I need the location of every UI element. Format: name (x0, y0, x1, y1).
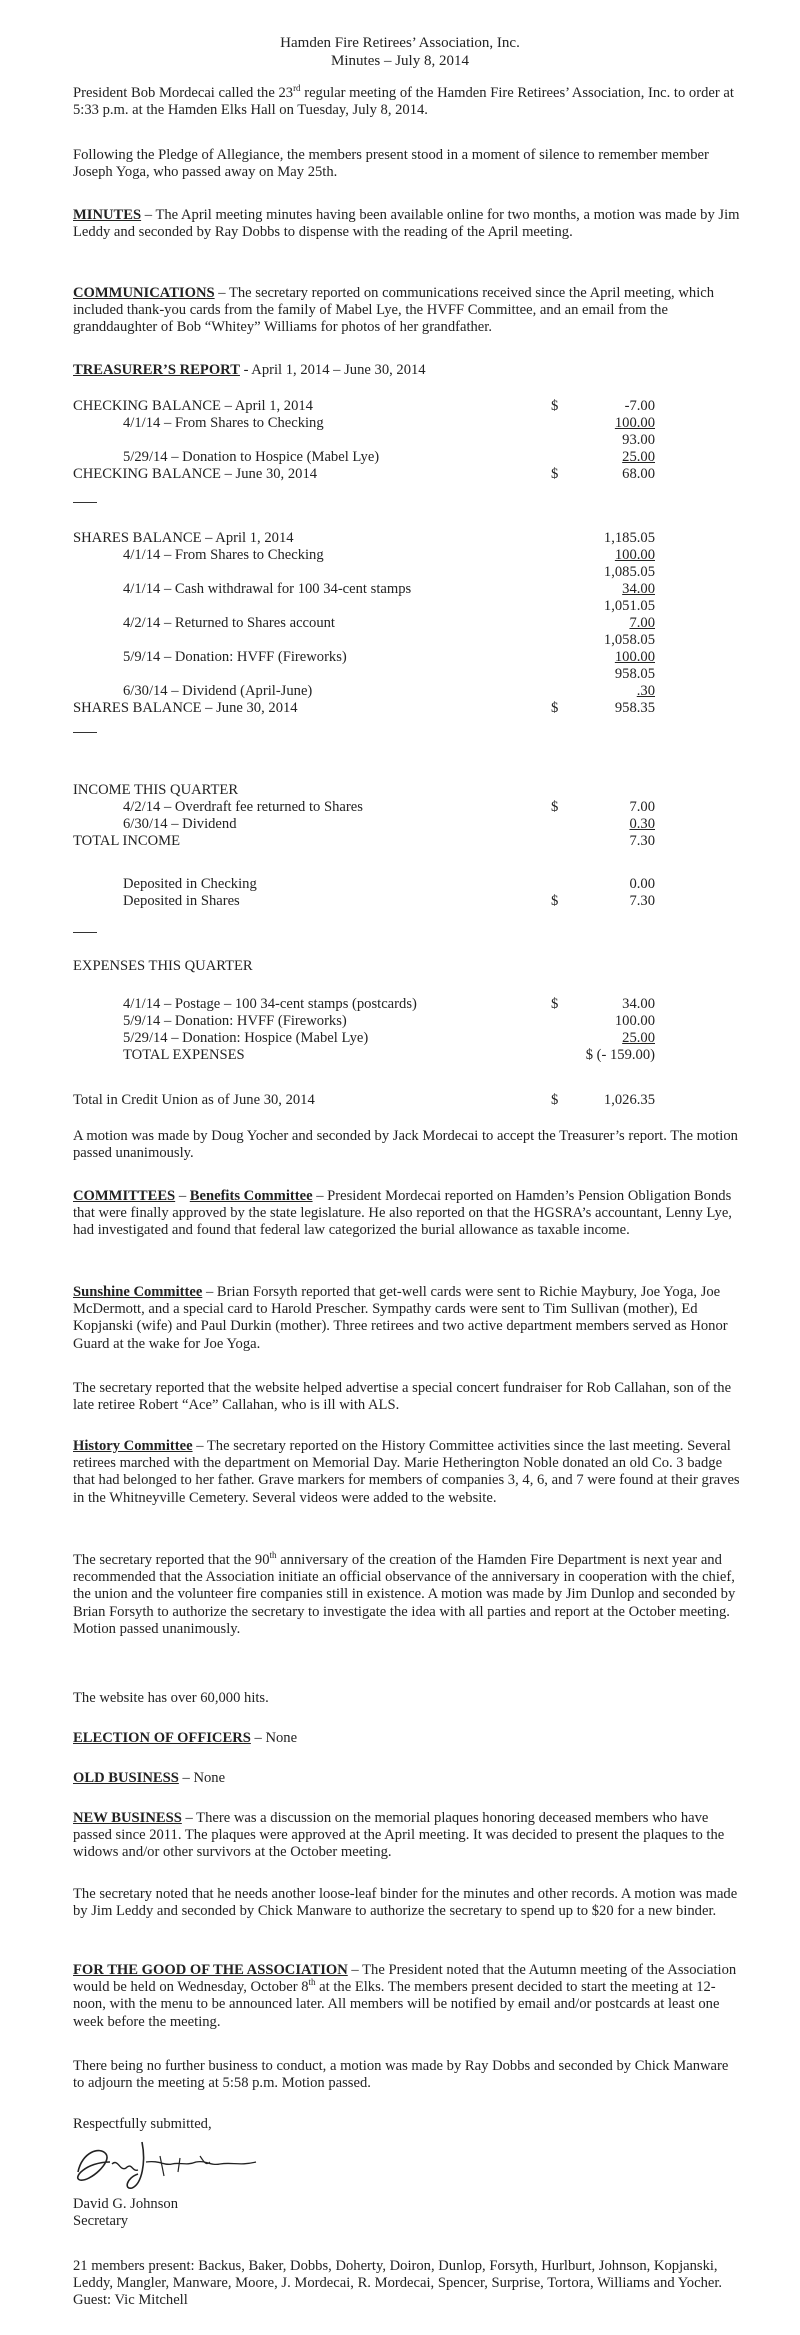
ledger-label: INCOME THIS QUARTER (73, 782, 239, 798)
history-heading: History Committee (73, 1438, 193, 1454)
respectfully-text: Respectfully submitted, (73, 2116, 212, 2132)
communications-section (73, 285, 743, 337)
secretary-title: Secretary (73, 2213, 129, 2230)
credit-union-label: Total in Credit Union as of June 30, 2014 (73, 1092, 315, 1108)
attendance-paragraph (73, 2258, 743, 2310)
good-text-a: – The President noted that the Autumn meeting of the Association would be held on Wednesday, October 8 (73, 1962, 737, 1996)
ledger-amount: 1,058.05 (603, 632, 655, 648)
communications-heading: COMMUNICATIONS (73, 285, 215, 301)
ledger-row (73, 893, 673, 910)
section-divider (73, 732, 97, 733)
pledge-paragraph (73, 147, 743, 181)
ledger-currency-symbol: $ (551, 799, 559, 815)
ledger-row (73, 466, 673, 483)
document-header (0, 34, 800, 70)
ledger-amount: .30 (636, 683, 655, 699)
minutes-section (73, 207, 743, 241)
attendance-text: 21 members present: Backus, Baker, Dobbs, Doherty, Doiron, Dunlop, Forsyth, Hurlburt, Johnson, Kopjanski, Leddy, Mangler, Manware, Moore, J. Mordecai, R. Mordecai, Spencer, Surprise, Tortora, Williams and Yocher. Guest: Vic Mitchell (73, 2258, 723, 2309)
treasurer-motion (73, 1128, 743, 1162)
credit-union-amount: 1,026.35 (603, 1092, 655, 1108)
ledger-row (73, 876, 673, 893)
anniversary-text-a: The secretary reported that the 90 (73, 1552, 270, 1568)
ledger-amount: 100.00 (614, 649, 655, 665)
binder-text: The secretary noted that he needs another loose-leaf binder for the minutes and other records. A motion was made by Jim Leddy and seconded by Chick Manware to authorize the secretary to spend up to $20 for a new binder. (73, 1886, 738, 1920)
good-of-association-section (73, 1962, 743, 2031)
ledger-label: 5/29/14 – Donation to Hospice (Mabel Lye) (123, 449, 380, 465)
checking-ledger (73, 398, 673, 483)
history-text: – The secretary reported on the History Committee activities since the last meeting. Several retirees marched with the department on Memorial Day. Marie Hetherington Noble donated an old Co. 3 badge that had belonged to her father. Grave markers for members of companies 3, 4, 6, and 7 were found at their graves in the Whitneyville Cemetery. Several videos were added to the website. (73, 1438, 740, 1506)
ledger-label: TOTAL INCOME (73, 833, 181, 849)
shares-rule-wrap (73, 722, 673, 747)
ledger-label: CHECKING BALANCE – June 30, 2014 (73, 466, 318, 482)
ledger-amount: -7.00 (624, 398, 655, 414)
ledger-amount: 68.00 (622, 466, 655, 482)
shares-ledger (73, 530, 673, 717)
ledger-currency-symbol: $ (551, 700, 559, 716)
good-heading: FOR THE GOOD OF THE ASSOCIATION (73, 1962, 348, 1978)
ledger-row (73, 1047, 673, 1064)
checking-rule-wrap (73, 492, 673, 517)
intro-paragraph (73, 85, 743, 119)
ledger-amount: 100.00 (614, 1013, 655, 1029)
ledger-amount: 25.00 (622, 449, 655, 465)
binder-paragraph (73, 1886, 743, 1920)
ledger-currency-symbol: $ (551, 398, 559, 414)
website-text: The secretary reported that the website helped advertise a special concert fundraiser for Rob Callahan, son of the late retiree Robert “Ace” Callahan, who is ill with ALS. (73, 1380, 732, 1414)
sunshine-section (73, 1284, 743, 1353)
adjourn-paragraph (73, 2058, 743, 2092)
ledger-row (73, 996, 673, 1013)
credit-union-total (73, 1092, 673, 1109)
ledger-currency-symbol: $ (551, 893, 559, 909)
ledger-label: Deposited in Checking (123, 876, 257, 892)
ledger-amount: 1,085.05 (603, 564, 655, 580)
ledger-amount: 100.00 (614, 547, 655, 563)
ledger-amount: 1,185.05 (603, 530, 655, 546)
treasurer-motion-text: A motion was made by Doug Yocher and seconded by Jack Mordecai to accept the Treasurer’s report. The motion passed unanimously. (73, 1128, 738, 1162)
ledger-label: 4/2/14 – Returned to Shares account (123, 615, 335, 631)
ledger-row (73, 666, 673, 683)
ledger-label: 4/1/14 – Postage – 100 34-cent stamps (postcards) (123, 996, 417, 1012)
secretary-name: David G. Johnson (73, 2196, 178, 2212)
credit-union-symbol: $ (551, 1092, 559, 1108)
expenses-heading-wrap (73, 958, 673, 975)
ledger-amount: 0.30 (629, 816, 655, 832)
ledger-label: 6/30/14 – Dividend (123, 816, 237, 832)
communications-text: – The secretary reported on communications received since the April meeting, which included thank-you cards from the family of Mabel Lye, the HVFF Committee, and an email from the granddaughter of Bob “Whitey” Williams for photos of her grandfather. (73, 285, 715, 336)
ledger-amount: 25.00 (622, 1030, 655, 1046)
election-text: – None (250, 1730, 298, 1746)
org-name: Hamden Fire Retirees’ Association, Inc. (280, 35, 520, 51)
ledger-amount: 34.00 (622, 581, 655, 597)
ledger-amount: 7.00 (629, 615, 655, 631)
hits-text: The website has over 60,000 hits. (73, 1690, 269, 1706)
ledger-amount: 1,051.05 (603, 598, 655, 614)
ledger-currency-symbol: $ (551, 466, 559, 482)
hits-paragraph (73, 1690, 743, 1707)
income-ledger (73, 782, 673, 850)
respectfully-line (73, 2116, 743, 2133)
document-subtitle: Minutes – July 8, 2014 (331, 53, 469, 69)
ledger-row (73, 564, 673, 581)
ledger-label: SHARES BALANCE – April 1, 2014 (73, 530, 294, 546)
election-section (73, 1730, 743, 1747)
ledger-label: 4/1/14 – From Shares to Checking (123, 415, 324, 431)
ledger-label: Deposited in Shares (123, 893, 240, 909)
ledger-row (73, 1013, 673, 1030)
ledger-label: 4/1/14 – Cash withdrawal for 100 34-cent stamps (123, 581, 412, 597)
ledger-label: 5/9/14 – Donation: HVFF (Fireworks) (123, 1013, 347, 1029)
ledger-amount: 7.30 (629, 833, 655, 849)
ledger-currency-symbol: $ (551, 996, 559, 1012)
intro-sup: rd (293, 83, 301, 94)
benefits-heading: Benefits Committee (189, 1188, 313, 1204)
deposits-ledger (73, 876, 673, 910)
ledger-label: CHECKING BALANCE – April 1, 2014 (73, 398, 313, 414)
new-business-section (73, 1810, 743, 1862)
website-paragraph (73, 1380, 743, 1414)
treasurer-heading: TREASURER’S REPORT (73, 362, 240, 378)
ledger-row (73, 649, 673, 666)
benefits-text: – President Mordecai reported on Hamden’s Pension Obligation Bonds that were finally approved by the state legislature. He also reported on that the HGSRA’s accountant, Lenny Lye, had investigated and found that federal law categorized the burial allowance as taxable income. (73, 1188, 732, 1239)
section-divider (73, 932, 97, 933)
ledger-row (73, 581, 673, 598)
committees-sep: – (175, 1188, 190, 1204)
history-section (73, 1438, 743, 1507)
ledger-amount: 100.00 (614, 415, 655, 431)
ledger-row (73, 530, 673, 547)
ledger-row (73, 816, 673, 833)
sunshine-text: – Brian Forsyth reported that get-well cards were sent to Richie Maybury, Joe Yoga, Joe McDermott, and a special card to Harold Prescher. Sympathy cards were sent to Tim Sullivan (mother), Ed Kopjanski (wife) and Paul Durkin (mother). Three retirees and two active department members served as Honor Guard at the wake for Joe Yoga. (73, 1284, 728, 1352)
anniversary-paragraph (73, 1552, 743, 1638)
ledger-label: 4/2/14 – Overdraft fee returned to Shares (123, 799, 363, 815)
ledger-row (73, 398, 673, 415)
minutes-heading: MINUTES (73, 207, 142, 223)
ledger-amount: 0.00 (629, 876, 655, 892)
good-sup: th (308, 1977, 316, 1988)
ledger-row (73, 615, 673, 632)
new-business-heading: NEW BUSINESS (73, 1810, 182, 1826)
committees-section (73, 1188, 743, 1240)
ledger-amount: 93.00 (622, 432, 655, 448)
ledger-row (73, 432, 673, 449)
ledger-label: 6/30/14 – Dividend (April-June) (123, 683, 313, 699)
committees-heading: COMMITTEES (73, 1188, 176, 1204)
intro-text-a: President Bob Mordecai called the 23 (73, 85, 294, 101)
ledger-row (73, 782, 673, 799)
ledger-row (73, 799, 673, 816)
ledger-label: 5/29/14 – Donation: Hospice (Mabel Lye) (123, 1030, 369, 1046)
ledger-label: SHARES BALANCE – June 30, 2014 (73, 700, 298, 716)
deposits-rule-wrap (73, 922, 673, 947)
ledger-amount: 958.05 (614, 666, 655, 682)
sunshine-heading: Sunshine Committee (73, 1284, 203, 1300)
anniversary-sup: th (269, 1550, 277, 1561)
old-business-section (73, 1770, 743, 1787)
treasurer-heading-line (73, 362, 743, 379)
section-divider (73, 502, 97, 503)
new-business-text: – There was a discussion on the memorial plaques honoring deceased members who have passed since 2011. The plaques were approved at the April meeting. It was decided to present the plaques to the widows and/or other survivors at the October meeting. (73, 1810, 725, 1861)
treasurer-period: - April 1, 2014 – June 30, 2014 (239, 362, 426, 378)
pledge-text: Following the Pledge of Allegiance, the members present stood in a moment of silence to remember member Joseph Yoga, who passed away on May 25th. (73, 147, 709, 181)
ledger-row (73, 1030, 673, 1047)
expenses-heading: EXPENSES THIS QUARTER (73, 958, 253, 974)
ledger-row (73, 632, 673, 649)
ledger-row (73, 547, 673, 564)
good-text-b: at the Elks. The members present decided to start the meeting at 12-noon, with the menu to be announced later. All members will be notified by email and/or postcards at least one week before the meeting. (73, 1979, 720, 2030)
old-business-text: – None (178, 1770, 226, 1786)
ledger-row (73, 833, 673, 850)
ledger-label: 4/1/14 – From Shares to Checking (123, 547, 324, 563)
election-heading: ELECTION OF OFFICERS (73, 1730, 251, 1746)
ledger-row (73, 598, 673, 615)
adjourn-text: There being no further business to conduct, a motion was made by Ray Dobbs and seconded by Chick Manware to adjourn the meeting at 5:58 p.m. Motion passed. (73, 2058, 729, 2092)
ledger-row (73, 449, 673, 466)
ledger-amount: 34.00 (622, 996, 655, 1012)
ledger-amount: 7.30 (629, 893, 655, 909)
ledger-label: TOTAL EXPENSES (123, 1047, 245, 1063)
intro-text-b: regular meeting of the Hamden Fire Retirees’ Association, Inc. to order at 5:33 p.m. at the Hamden Elks Hall on Tuesday, July 8, 2014. (73, 85, 734, 119)
ledger-row (73, 415, 673, 432)
anniversary-text-b: anniversary of the creation of the Hamden Fire Department is next year and recommended that the Association initiate an official observance of the anniversary in cooperation with the chief, the union and the volunteer fire companies still in existence. A motion was made by Jim Dunlop and seconded by Brian Forsyth to authorize the secretary to investigate the idea with all parties and report at the October meeting. Motion passed unanimously. (73, 1552, 736, 1637)
ledger-row (73, 683, 673, 700)
signature-block (73, 2196, 743, 2230)
ledger-label: 5/9/14 – Donation: HVFF (Fireworks) (123, 649, 347, 665)
ledger-amount: 7.00 (629, 799, 655, 815)
ledger-amount: $ (- 159.00) (585, 1047, 655, 1063)
expenses-ledger (73, 996, 673, 1064)
handwritten-signature (60, 2132, 300, 2198)
minutes-text: – The April meeting minutes having been available online for two months, a motion was made by Jim Leddy and seconded by Ray Dobbs to dispense with the reading of the April meeting. (73, 207, 740, 241)
ledger-row (73, 700, 673, 717)
old-business-heading: OLD BUSINESS (73, 1770, 179, 1786)
ledger-amount: 958.35 (614, 700, 655, 716)
